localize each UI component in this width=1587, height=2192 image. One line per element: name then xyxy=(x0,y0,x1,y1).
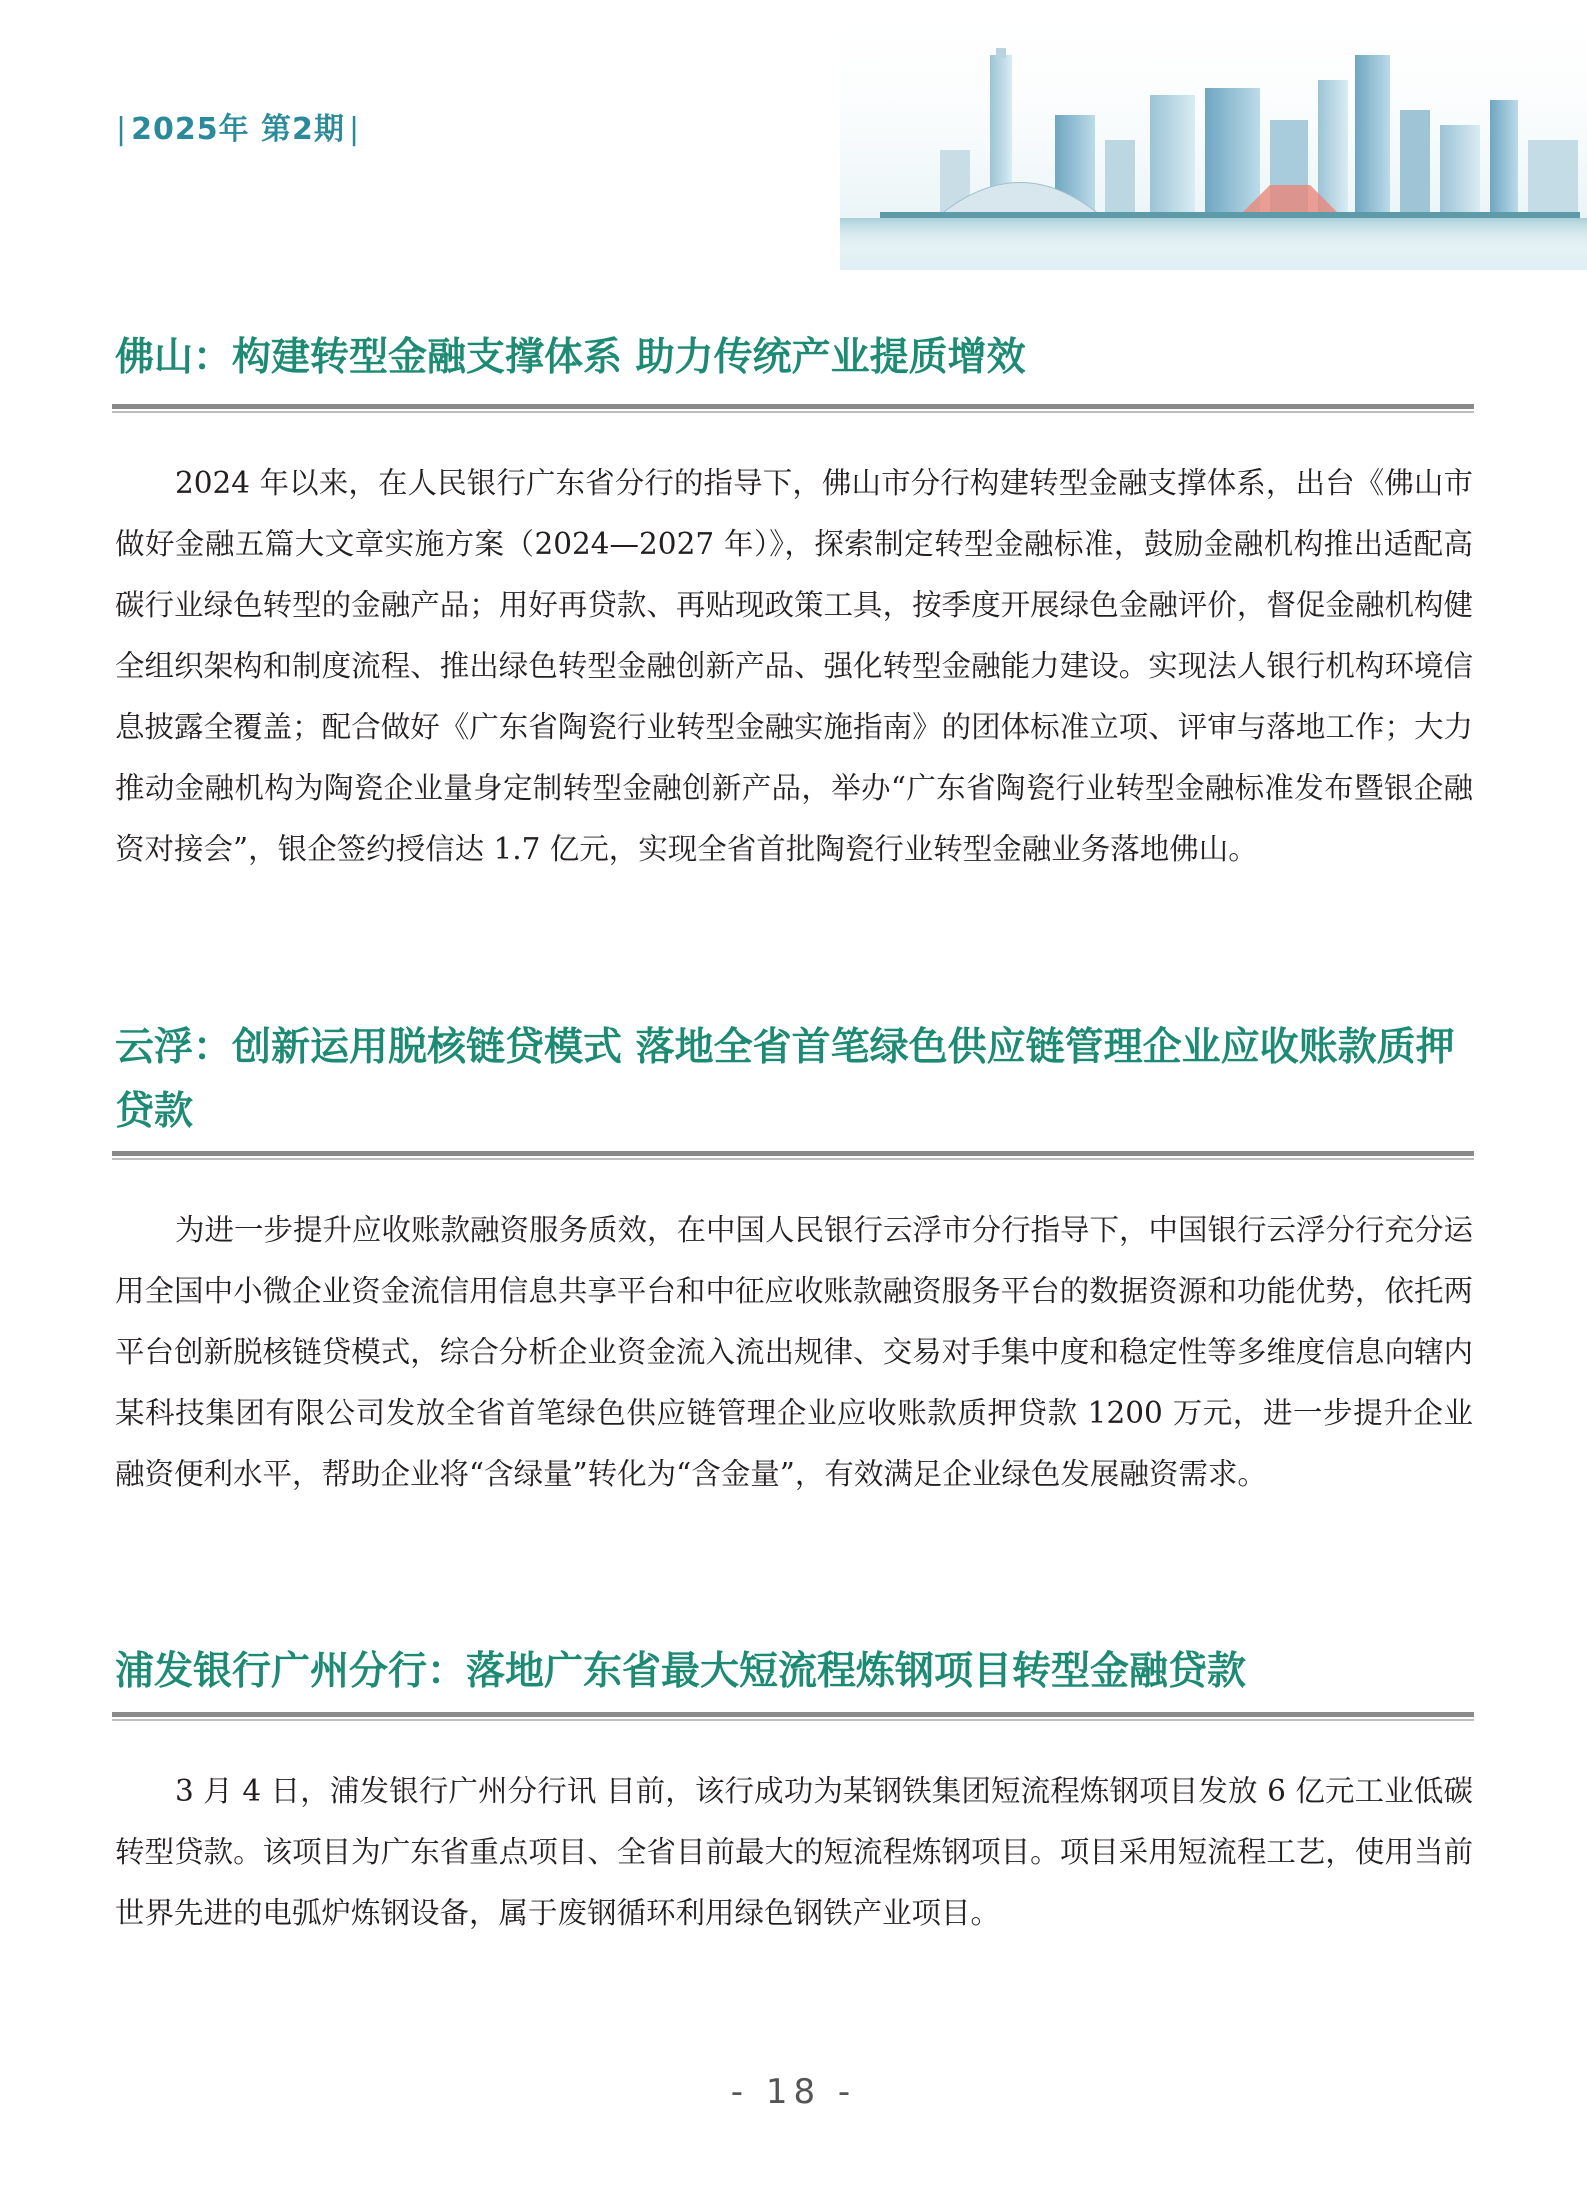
section-body-yunfu: 为进一步提升应收账款融资服务质效，在中国人民银行云浮市分行指导下，中国银行云浮分行充分运用全国中小微企业资金流信用信息共享平台和中征应收账款融资服务平台的数据资源和功能优势，依托两平台创新脱核链贷模式，综合分析企业资金流入流出规律、交易对手集中度和稳定性等多维度信息向辖内某科技集团有限公司发放全省首笔绿色供应链管理企业应收账款质押贷款 1200 万元，进一步提升企业融资便利水平，帮助企业将“含绿量”转化为“含金量”，有效满足企业绿色发展融资需求。 xyxy=(115,1213,1474,1491)
section-divider xyxy=(112,1712,1474,1721)
section-heading-spdb-guangzhou: 浦发银行广州分行：落地广东省最大短流程炼钢项目转型金融贷款 xyxy=(115,1649,1247,1694)
issue-text: 2025年 第2期 xyxy=(131,112,345,147)
section-heading-yunfu: 云浮：创新运用脱核链贷模式 落地全省首笔绿色供应链管理企业应收账款质押贷款 xyxy=(115,1025,1455,1134)
section-body-spdb-guangzhou: 3 月 4 日，浦发银行广州分行讯 目前，该行成功为某钢铁集团短流程炼钢项目发放 6 亿元工业低碳转型贷款。该项目为广东省重点项目、全省目前最大的短流程炼钢项目。项目采用短流程工艺，使用当前世界先进的电弧炉炼钢设备，属于废钢循环利用绿色钢铁产业项目。 xyxy=(115,1774,1473,1930)
divider-bar-right: | xyxy=(348,112,361,147)
city-skyline-illustration xyxy=(840,0,1587,270)
section-heading-foshan: 佛山：构建转型金融支撑体系 助力传统产业提质增效 xyxy=(115,335,1026,380)
divider-bar-left: | xyxy=(116,112,128,147)
page-number: - 18 - xyxy=(730,2072,857,2112)
issue-label xyxy=(112,104,364,148)
section-divider xyxy=(112,1151,1474,1160)
section-body-foshan: 2024 年以来，在人民银行广东省分行的指导下，佛山市分行构建转型金融支撑体系，出台《佛山市做好金融五篇大文章实施方案（2024—2027 年）》，探索制定转型金融标准，鼓励金融机构推出适配高碳行业绿色转型的金融产品；用好再贷款、再贴现政策工具，按季度开展绿色金融评价，督促金融机构健全组织架构和制度流程、推出绿色转型金融创新产品、强化转型金融能力建设。实现法人银行机构环境信息披露全覆盖；配合做好《广东省陶瓷行业转型金融实施指南》的团体标准立项、评审与落地工作；大力推动金融机构为陶瓷企业量身定制转型金融创新产品，举办“广东省陶瓷行业转型金融标准发布暨银企融资对接会”，银企签约授信达 1.7 亿元，实现全省首批陶瓷行业转型金融业务落地佛山。 xyxy=(115,466,1473,866)
section-divider xyxy=(112,404,1474,413)
